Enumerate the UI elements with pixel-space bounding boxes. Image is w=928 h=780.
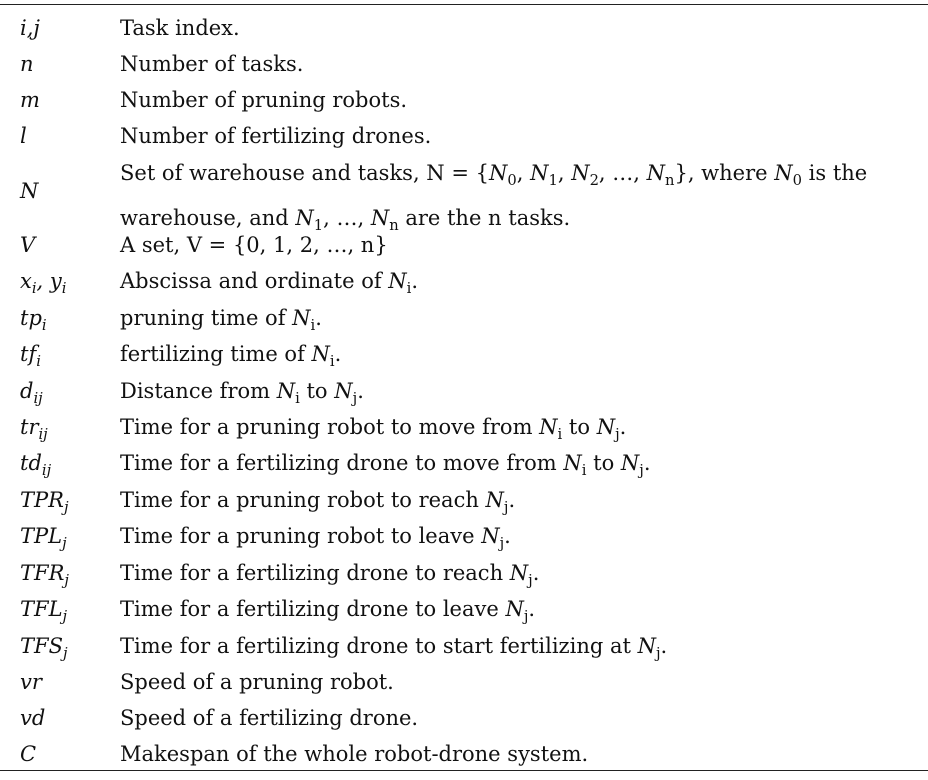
notation-symbol: V (20, 233, 36, 257)
notation-description: A set, V = {0, 1, 2, …, n} (120, 233, 388, 257)
notation-symbol: $d_{ij}$ (20, 379, 43, 408)
notation-symbol: $x_i$, $y_i$ (20, 269, 67, 298)
notation-description: Time for a fertilizing drone to move from $N_i$ to $N_j$. (120, 451, 651, 480)
notation-description: Distance from $N_i$ to $N_j$. (120, 379, 364, 408)
notation-symbol: vr (20, 670, 42, 694)
table-bottom-rule (0, 770, 928, 771)
notation-description: Abscissa and ordinate of $N_i$. (120, 269, 419, 298)
notation-description: Task index. (120, 16, 240, 40)
notation-symbol: n (20, 52, 34, 76)
notation-symbol: l (20, 124, 27, 148)
notation-symbol: $TFS_j$ (20, 634, 68, 663)
notation-symbol: $TFL_j$ (20, 597, 68, 626)
notation-symbol: $tr_{ij}$ (20, 415, 48, 444)
notation-symbol: $tp_i$ (20, 306, 47, 335)
notation-symbol: N (20, 179, 39, 203)
notation-description: Time for a pruning robot to leave $N_j$. (120, 524, 511, 553)
notation-description: Time for a pruning robot to reach $N_j$. (120, 488, 516, 517)
notation-description-line: Set of warehouse and tasks, $N = \{N_0$, $N_1$, $N_2$, …, $N_n$}, where $N_0$ is the (120, 161, 868, 190)
notation-description: Time for a fertilizing drone to start fertilizing at $N_j$. (120, 634, 668, 663)
notation-description: Speed of a pruning robot. (120, 670, 394, 694)
notation-description: pruning time of $N_i$. (120, 306, 322, 335)
notation-symbol: vd (20, 706, 46, 730)
notation-symbol: $TPL_j$ (20, 524, 67, 553)
notation-description: Number of tasks. (120, 52, 304, 76)
notation-symbol: m (20, 88, 40, 112)
notation-symbol: $TFR_j$ (20, 561, 69, 590)
notation-symbol: $TPR_j$ (20, 488, 69, 517)
notation-description: Number of pruning robots. (120, 88, 408, 112)
notation-symbol: C (20, 742, 37, 766)
notation-description: Makespan of the whole robot-drone system. (120, 742, 589, 766)
notation-symbol: $td_{ij}$ (20, 451, 52, 480)
notation-description: Time for a fertilizing drone to leave $N_j$. (120, 597, 536, 626)
notation-description: Time for a pruning robot to move from $N_i$ to $N_j$. (120, 415, 627, 444)
notation-symbol: i,j (20, 16, 40, 40)
notation-symbol: $tf_i$ (20, 342, 41, 371)
notation-description: Time for a fertilizing drone to reach $N_j$. (120, 561, 540, 590)
table-top-rule (0, 4, 928, 5)
notation-description: Speed of a fertilizing drone. (120, 706, 419, 730)
notation-description: Number of fertilizing drones. (120, 124, 432, 148)
notation-description: fertilizing time of $N_i$. (120, 342, 342, 371)
notation-description-line: warehouse, and $N_1$, …, $N_n$ are the n tasks. (120, 205, 571, 234)
